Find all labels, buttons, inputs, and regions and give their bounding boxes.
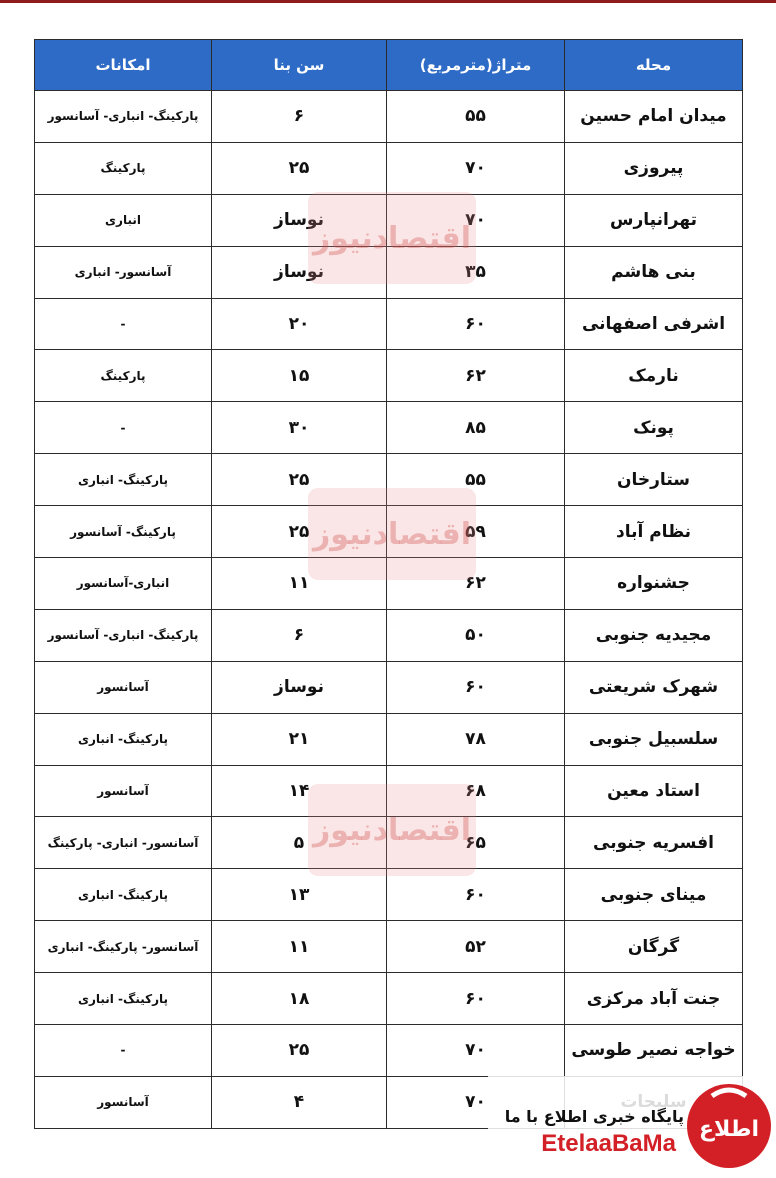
- cell-facilities: -: [35, 1025, 212, 1077]
- cell-age: ۶: [212, 91, 387, 143]
- cell-age: ۱۱: [212, 558, 387, 610]
- cell-area: ۷۰: [387, 1076, 565, 1128]
- cell-district: خواجه نصیر طوسی: [565, 1025, 743, 1077]
- cell-age: ۴: [212, 1076, 387, 1128]
- cell-facilities: -: [35, 402, 212, 454]
- cell-area: ۶۲: [387, 350, 565, 402]
- cell-age: ۲۵: [212, 454, 387, 506]
- apartments-table: [34, 39, 743, 1129]
- cell-facilities: پارکینگ- انباری: [35, 973, 212, 1025]
- table-row: [35, 869, 743, 921]
- cell-age: ۱۳: [212, 869, 387, 921]
- cell-district: جشنواره: [565, 558, 743, 610]
- cell-area: ۶۰: [387, 298, 565, 350]
- cell-district: استاد معین: [565, 765, 743, 817]
- cell-district: بنی هاشم: [565, 246, 743, 298]
- cell-age: ۱۴: [212, 765, 387, 817]
- cell-area: ۷۸: [387, 713, 565, 765]
- brand-logo-icon: [682, 1076, 772, 1174]
- cell-age: ۱۸: [212, 973, 387, 1025]
- cell-district: اشرفی اصفهانی: [565, 298, 743, 350]
- header-district: محله: [565, 40, 743, 91]
- cell-facilities: انباری: [35, 194, 212, 246]
- table-row: [35, 817, 743, 869]
- header-area: متراژ(مترمربع): [387, 40, 565, 91]
- cell-facilities: پارکینگ- انباری: [35, 869, 212, 921]
- cell-area: ۶۰: [387, 973, 565, 1025]
- cell-age: ۲۱: [212, 713, 387, 765]
- brand-name: EtelaaBaMa: [541, 1130, 676, 1157]
- table-header-row: [35, 40, 743, 91]
- cell-age: ۲۵: [212, 1025, 387, 1077]
- table-row: [35, 194, 743, 246]
- cell-age: نوساز: [212, 661, 387, 713]
- cell-district: ستارخان: [565, 454, 743, 506]
- cell-area: ۶۲: [387, 558, 565, 610]
- cell-facilities: پارکینگ- انباری: [35, 454, 212, 506]
- table-row: [35, 142, 743, 194]
- cell-district: تهرانپارس: [565, 194, 743, 246]
- cell-area: ۵۵: [387, 454, 565, 506]
- watermark-text: اقتصادنیوز: [313, 220, 471, 256]
- header-facilities: امکانات: [35, 40, 212, 91]
- cell-facilities: پارکینگ- انباری- آسانسور: [35, 91, 212, 143]
- top-border-line: [0, 0, 776, 3]
- cell-district: نظام آباد: [565, 506, 743, 558]
- cell-area: ۷۰: [387, 142, 565, 194]
- cell-district: جنت آباد مرکزی: [565, 973, 743, 1025]
- cell-facilities: پارکینگ: [35, 350, 212, 402]
- cell-age: ۳۰: [212, 402, 387, 454]
- table-row: [35, 350, 743, 402]
- cell-area: ۵۵: [387, 91, 565, 143]
- brand-logo-text: اطلاع: [699, 1117, 759, 1142]
- watermark-text: اقتصادنیوز: [313, 812, 471, 848]
- cell-district: افسریه جنوبی: [565, 817, 743, 869]
- cell-facilities: پارکینگ- آسانسور: [35, 506, 212, 558]
- cell-age: ۲۰: [212, 298, 387, 350]
- cell-district: پیروزی: [565, 142, 743, 194]
- cell-area: ۶۰: [387, 661, 565, 713]
- table-row: [35, 246, 743, 298]
- table-row: [35, 298, 743, 350]
- table-row: [35, 661, 743, 713]
- cell-age: نوساز: [212, 246, 387, 298]
- cell-area: ۵۲: [387, 921, 565, 973]
- cell-facilities: پارکینگ: [35, 142, 212, 194]
- cell-district: پونک: [565, 402, 743, 454]
- cell-district: سلسبیل جنوبی: [565, 713, 743, 765]
- brand-subtitle: پایگاه خبری اطلاع با ما: [504, 1107, 684, 1126]
- table-row: [35, 558, 743, 610]
- table-row: [35, 713, 743, 765]
- cell-facilities: آسانسور- انباری: [35, 246, 212, 298]
- cell-age: ۲۵: [212, 142, 387, 194]
- table-row: [35, 973, 743, 1025]
- cell-area: ۵۹: [387, 506, 565, 558]
- cell-facilities: پارکینگ- انباری- آسانسور: [35, 609, 212, 661]
- cell-age: ۲۵: [212, 506, 387, 558]
- cell-facilities: آسانسور: [35, 765, 212, 817]
- cell-age: نوساز: [212, 194, 387, 246]
- cell-facilities: -: [35, 298, 212, 350]
- cell-area: ۸۵: [387, 402, 565, 454]
- cell-area: ۶۰: [387, 869, 565, 921]
- table-row: [35, 765, 743, 817]
- brand-badge: [488, 1076, 776, 1178]
- cell-district: مجیدیه جنوبی: [565, 609, 743, 661]
- cell-district: گرگان: [565, 921, 743, 973]
- watermark-text: اقتصادنیوز: [313, 516, 471, 552]
- cell-age: ۵: [212, 817, 387, 869]
- cell-facilities: انباری-آسانسور: [35, 558, 212, 610]
- cell-district: میدان امام حسین: [565, 91, 743, 143]
- cell-age: ۶: [212, 609, 387, 661]
- table-row: [35, 921, 743, 973]
- table-row: [35, 1025, 743, 1077]
- table-row: [35, 454, 743, 506]
- cell-area: ۳۵: [387, 246, 565, 298]
- cell-district: مینای جنوبی: [565, 869, 743, 921]
- table-row: [35, 506, 743, 558]
- cell-facilities: پارکینگ- انباری: [35, 713, 212, 765]
- table-row: [35, 91, 743, 143]
- table-row: [35, 609, 743, 661]
- cell-facilities: آسانسور- انباری- پارکینگ: [35, 817, 212, 869]
- cell-age: ۱۵: [212, 350, 387, 402]
- cell-facilities: آسانسور: [35, 1076, 212, 1128]
- cell-facilities: آسانسور- پارکینگ- انباری: [35, 921, 212, 973]
- cell-area: ۷۰: [387, 1025, 565, 1077]
- cell-area: ۵۰: [387, 609, 565, 661]
- cell-age: ۱۱: [212, 921, 387, 973]
- cell-area: ۶۸: [387, 765, 565, 817]
- header-age: سن بنا: [212, 40, 387, 91]
- table-row: [35, 402, 743, 454]
- cell-district: شهرک شریعتی: [565, 661, 743, 713]
- cell-facilities: آسانسور: [35, 661, 212, 713]
- cell-area: ۶۵: [387, 817, 565, 869]
- cell-area: ۷۰: [387, 194, 565, 246]
- cell-district: نارمک: [565, 350, 743, 402]
